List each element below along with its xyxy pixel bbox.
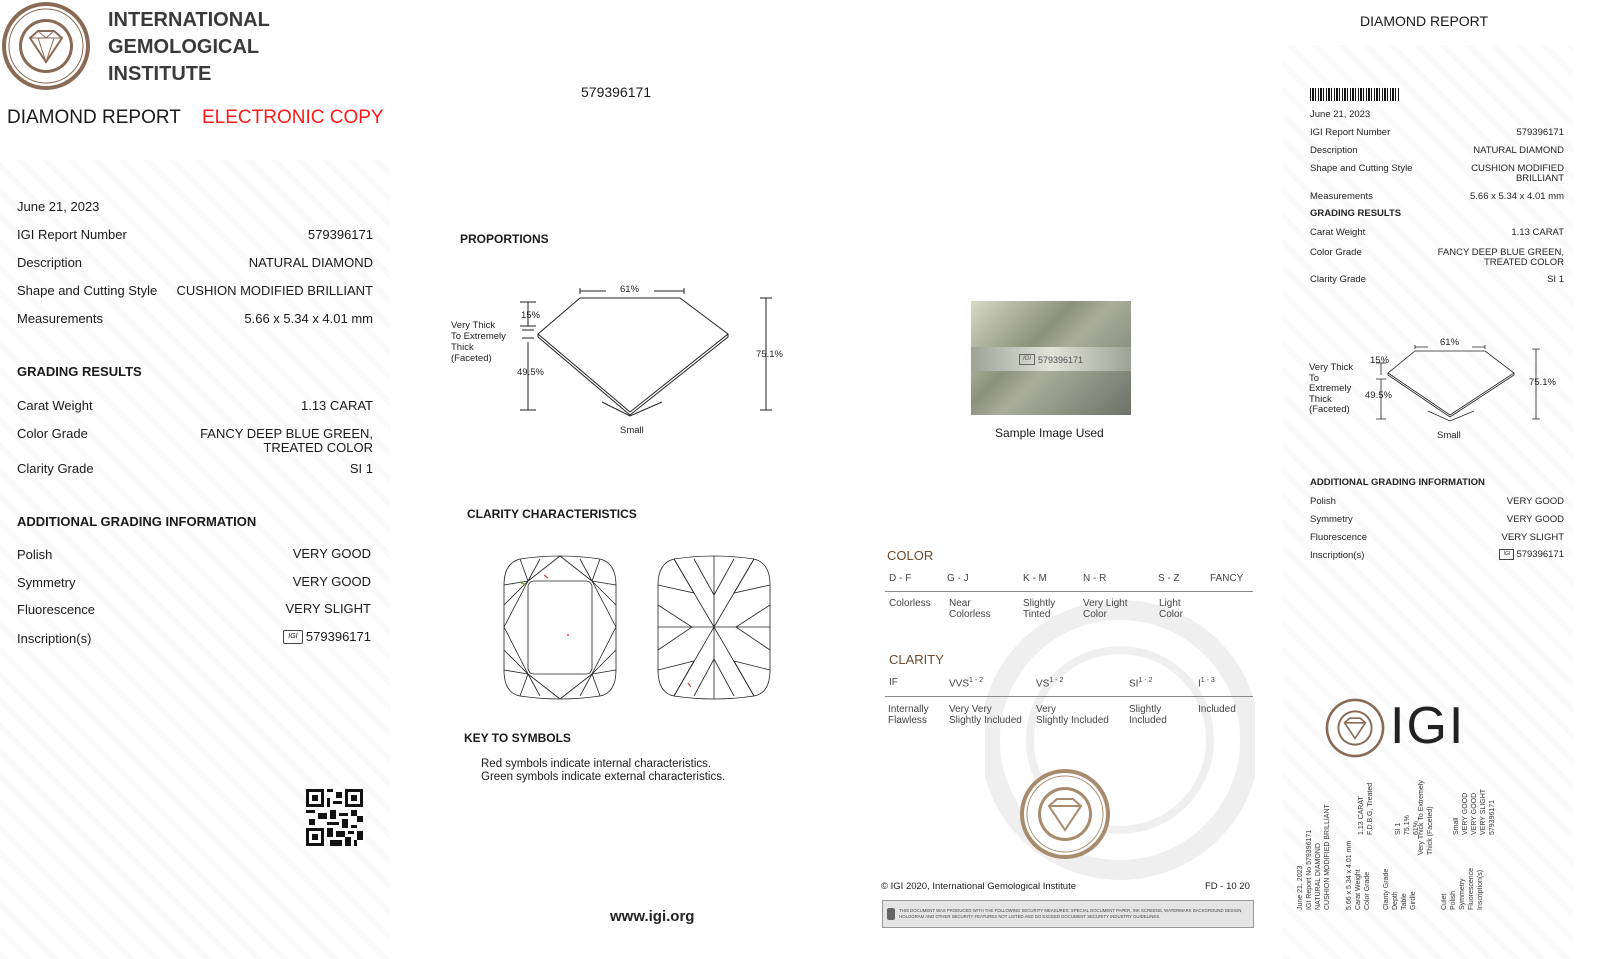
clarity-grade-sup: 1 - 2 [1049,677,1064,684]
key-internal: Red symbols indicate internal characteristics. [481,758,712,770]
grading-results-title: GRADING RESULTS [17,364,142,379]
stub-text: Thick (Faceted) [1427,806,1434,855]
proportions-title: PROPORTIONS [460,232,549,246]
brand-line: INTERNATIONAL [108,9,270,31]
clarity-grade-value: SI 1 [349,461,373,476]
stub-text: Small [1453,817,1460,835]
right-girdle-line: Thick [1309,393,1332,405]
stub-text: 5.66 x 5.34 x 4.01 mm [1346,840,1353,910]
color-desc-line: Color [1083,609,1107,620]
field-value: 5.66 x 5.34 x 4.01 mm [244,311,373,326]
girdle-line: (Faceted) [451,353,492,364]
symmetry-value: VERY GOOD [292,574,371,589]
clarity-desc-line: Slightly Included [949,715,1022,726]
stub-text: VERY GOOD [1462,792,1469,835]
right-field-label: IGI Report Number [1310,127,1391,138]
inscription-label: Inscription(s) [17,631,92,646]
color-desc-line: Color [1159,609,1183,620]
clarity-desc-line: Slightly Included [1036,715,1109,726]
field-label: Description [17,255,83,270]
stub-text: Fluorescence [1468,867,1475,910]
stub-text: Culet [1441,893,1448,910]
girdle-line: Thick [451,342,474,353]
symmetry-label: Symmetry [17,575,76,590]
brand-line: INSTITUTE [108,63,212,85]
inscription-value [283,629,371,644]
stub-text: F.D.B.G, Treated [1367,782,1374,835]
lock-icon [887,908,895,920]
fluorescence-label: Fluorescence [17,602,96,617]
right-field-value: NATURAL DIAMOND [1473,145,1564,156]
right-field-value: 579396171 [1516,127,1564,138]
color-scale-line [885,591,1253,592]
clarity-grade-sup: 1 - 3 [1200,677,1215,684]
right-symmetry-value: VERY GOOD [1506,514,1564,525]
stub-text: CUSHION MODIFIED BRILLIANT [1324,804,1331,910]
clarity-grade-vvs [949,677,983,689]
stub-text: June 21, 2023 [1297,865,1304,910]
stub-text: VERY SLIGHT [1480,788,1487,835]
color-grade-label: Color Grade [17,426,88,441]
field-value: 579396171 [307,227,373,242]
color-grade-k-m: K - M [1023,573,1047,584]
sample-inscription [1019,354,1083,365]
sample-image-caption: Sample Image Used [995,426,1104,440]
right-additional-title: ADDITIONAL GRADING INFORMATION [1310,477,1485,488]
color-grade-value: FANCY DEEP BLUE GREEN, [200,426,373,441]
clarity-plot-pavilion [654,555,774,700]
field-label: Measurements [17,311,103,326]
polish-value: VERY GOOD [292,546,371,561]
stub-text: SI 1 [1395,822,1402,835]
right-girdle-line: Very Thick [1309,362,1354,373]
right-field-label: Description [1310,145,1358,156]
clarity-characteristics-title: CLARITY CHARACTERISTICS [467,507,637,521]
color-desc-line: Colorless [949,609,991,620]
electronic-copy-label: ELECTRONIC COPY [202,107,384,128]
sample-diamond-image [971,301,1131,415]
copyright-text: © IGI 2020, International Gemological Institute [881,881,1076,892]
qr-code-icon[interactable] [306,789,363,846]
clarity-grade-base: SI [1129,678,1139,690]
clarity-desc-line: Slightly [1129,704,1162,715]
right-shape-label: Shape and Cutting Style [1310,163,1413,174]
clarity-desc-line: Very [1036,704,1057,715]
stub-column [1395,785,1420,835]
color-grade-g-j: G - J [947,573,969,584]
stub-text: 579396171 [1489,799,1496,835]
clarity-desc [1129,704,1167,726]
stub-text: Color Grade [1364,871,1371,910]
girdle-line: To Extremely [451,331,506,342]
fluorescence-value: VERY SLIGHT [285,601,371,616]
gold-seal-icon [1019,768,1111,860]
right-seal-icon [1325,698,1385,758]
color-desc-line: Colorless [889,598,931,609]
clarity-desc [1198,704,1236,715]
clarity-desc-line: Very Very [949,704,992,715]
depth-percent: 75.1% [756,349,783,360]
color-desc-line: Light [1159,598,1181,609]
additional-info-title: ADDITIONAL GRADING INFORMATION [17,514,257,529]
clarity-grade-base: VS [1036,678,1050,690]
form-code: FD - 10 20 [1205,881,1250,892]
right-shape-value-2: BRILLIANT [1515,173,1564,184]
clarity-desc [888,704,929,726]
stub-text: Table [1401,893,1408,910]
stub-column [1297,790,1331,910]
stub-column [1358,782,1374,835]
igi-mini-logo-icon: IGI [1019,354,1035,365]
right-carat-label: Carat Weight [1310,227,1366,238]
right-shape-value: CUSHION MODIFIED [1471,163,1564,174]
right-fluorescence-value: VERY SLIGHT [1501,532,1564,543]
color-desc [1083,598,1127,620]
color-desc [1023,598,1055,620]
right-table-percent: 61% [1440,337,1460,348]
stub-text: NATURAL DIAMOND [1315,843,1322,910]
website-link[interactable]: www.igi.org [610,908,695,925]
clarity-grade-vs [1036,677,1063,689]
right-girdle-line: To [1309,372,1320,384]
right-culet-label: Small [1437,430,1461,441]
stub-text: Very Thick To Extremely [1418,780,1425,855]
stub-text: Clarity Grade [1383,868,1390,910]
color-desc [1159,598,1183,620]
color-desc [949,598,991,620]
color-grade-d-f: D - F [889,573,912,584]
stub-text: Inscription(s) [1477,869,1484,910]
carat-value: 1.13 CARAT [300,398,373,413]
security-note-box [882,900,1254,928]
field-label: IGI Report Number [17,227,127,242]
girdle-line: Very Thick [451,320,496,331]
right-color-label: Color Grade [1310,247,1362,258]
barcode-icon [1310,88,1400,101]
color-grade-s-z: S - Z [1158,573,1180,584]
clarity-grade-base: I [1198,678,1201,690]
security-note-text: THIS DOCUMENT WAS PRODUCED WITH THE FOLLOWING SECURITY MEASURES: SPECIAL DOCUMENT PAPER, INK SCREENS, WATERMARK BACKGROUND DESIGN, HOLOGRAM AND OTHER SECURITY FEATURES NOT LISTED AND DO EXCEED DOCUMENT SECURITY INDUSTRY GUIDELINES. [899,908,1243,919]
culet-label: Small [620,425,644,436]
stub-text: 1.13 CARAT [1358,796,1365,835]
igi-mini-logo-icon: IGI [1499,549,1514,560]
right-inscription-number: 579396171 [1516,549,1564,560]
clarity-desc [1036,704,1109,726]
stub-text: 61% [1413,820,1420,835]
stub-text: 75.1% [1404,815,1411,835]
clarity-grade-sup: 1 - 2 [969,677,984,684]
right-color-value-2: TREATED COLOR [1483,257,1564,268]
right-girdle-description [1309,363,1353,416]
color-desc [889,598,931,609]
brand-name [108,7,270,88]
color-grade-n-r: N - R [1083,573,1107,584]
stub-text: Polish [1450,890,1457,910]
right-clarity-label: Clarity Grade [1310,274,1366,285]
stub-column [1418,780,1434,855]
right-inscription-label: Inscription(s) [1310,550,1365,561]
right-girdle-line: Extremely [1309,383,1352,394]
stub-text: IGI Report No 579396171 [1306,829,1313,910]
key-external: Green symbols indicate external characteristics. [481,771,726,783]
clarity-desc-line: Internally [888,704,929,715]
stub-text: Symmetry [1459,878,1466,910]
field-value: CUSHION MODIFIED BRILLIANT [176,283,373,298]
clarity-plot-crown [500,555,620,700]
clarity-grade-base: IF [889,677,898,688]
inscription-number: 579396171 [305,629,371,644]
sample-inscription-number: 579396171 [1038,354,1084,365]
color-grade-value-2: TREATED COLOR [263,440,373,455]
stub-text: Carat Weight [1355,869,1362,910]
clarity-scale-title: CLARITY [889,652,944,667]
report-number-top: 579396171 [581,84,652,100]
clarity-grade-sup: 1 - 2 [1138,677,1153,684]
color-grade-fancy: FANCY [1210,573,1244,584]
table-percent: 61% [620,284,640,295]
right-crown-percent: 15% [1370,355,1390,366]
clarity-desc [949,704,1022,726]
color-scale-title: COLOR [887,548,934,563]
igi-wordmark: IGI [1390,697,1466,755]
report-title: DIAMOND REPORT [7,107,181,128]
right-pavilion-percent: 49.5% [1365,390,1392,401]
right-clarity-value: SI 1 [1547,274,1564,285]
right-inscription-value [1499,549,1564,560]
right-symmetry-label: Symmetry [1310,514,1353,525]
stub-text: Girdle [1410,891,1417,910]
right-report-title: DIAMOND REPORT [1360,13,1489,29]
clarity-desc-line: Included [1198,704,1236,715]
right-date: June 21, 2023 [1310,109,1371,120]
right-grading-title: GRADING RESULTS [1310,208,1402,219]
clarity-grade-i [1198,677,1215,689]
clarity-grade-base: VVS [949,678,970,690]
color-desc-line: Slightly [1023,598,1056,609]
stub-column [1453,785,1496,835]
field-label: Shape and Cutting Style [17,283,158,298]
right-color-value: FANCY DEEP BLUE GREEN, [1437,247,1564,258]
clarity-grade-if [889,677,898,688]
clarity-grade-label: Clarity Grade [17,461,94,476]
right-polish-label: Polish [1310,496,1336,507]
right-carat-value: 1.13 CARAT [1511,227,1564,238]
igi-mini-logo-icon: IGI [283,630,303,644]
right-measure-value: 5.66 x 5.34 x 4.01 mm [1470,191,1564,202]
igi-seal-logo [0,0,92,92]
right-fluorescence-label: Fluorescence [1310,532,1368,543]
report-date: June 21, 2023 [17,199,100,214]
polish-label: Polish [17,547,53,562]
clarity-grade-si [1129,677,1152,689]
carat-label: Carat Weight [17,398,93,413]
clarity-scale-line [885,696,1253,697]
right-measure-label: Measurements [1310,191,1373,202]
right-polish-value: VERY GOOD [1506,496,1564,507]
clarity-desc-line: Flawless [888,715,927,726]
pavilion-percent: 49.5% [517,367,544,378]
field-value: NATURAL DIAMOND [248,255,373,270]
stub-text: Depth [1392,891,1399,910]
right-girdle-line: (Faceted) [1309,404,1350,415]
key-to-symbols-title: KEY TO SYMBOLS [464,731,571,745]
color-desc-line: Near [949,598,971,609]
color-desc-line: Tinted [1023,609,1051,620]
clarity-desc-line: Included [1129,715,1167,726]
brand-line: GEMOLOGICAL [108,36,260,58]
color-desc-line: Very Light [1083,598,1128,609]
crown-percent: 15% [521,310,541,321]
girdle-description [451,320,506,364]
right-depth-percent: 75.1% [1529,377,1556,388]
stub-text: VERY GOOD [1471,792,1478,835]
